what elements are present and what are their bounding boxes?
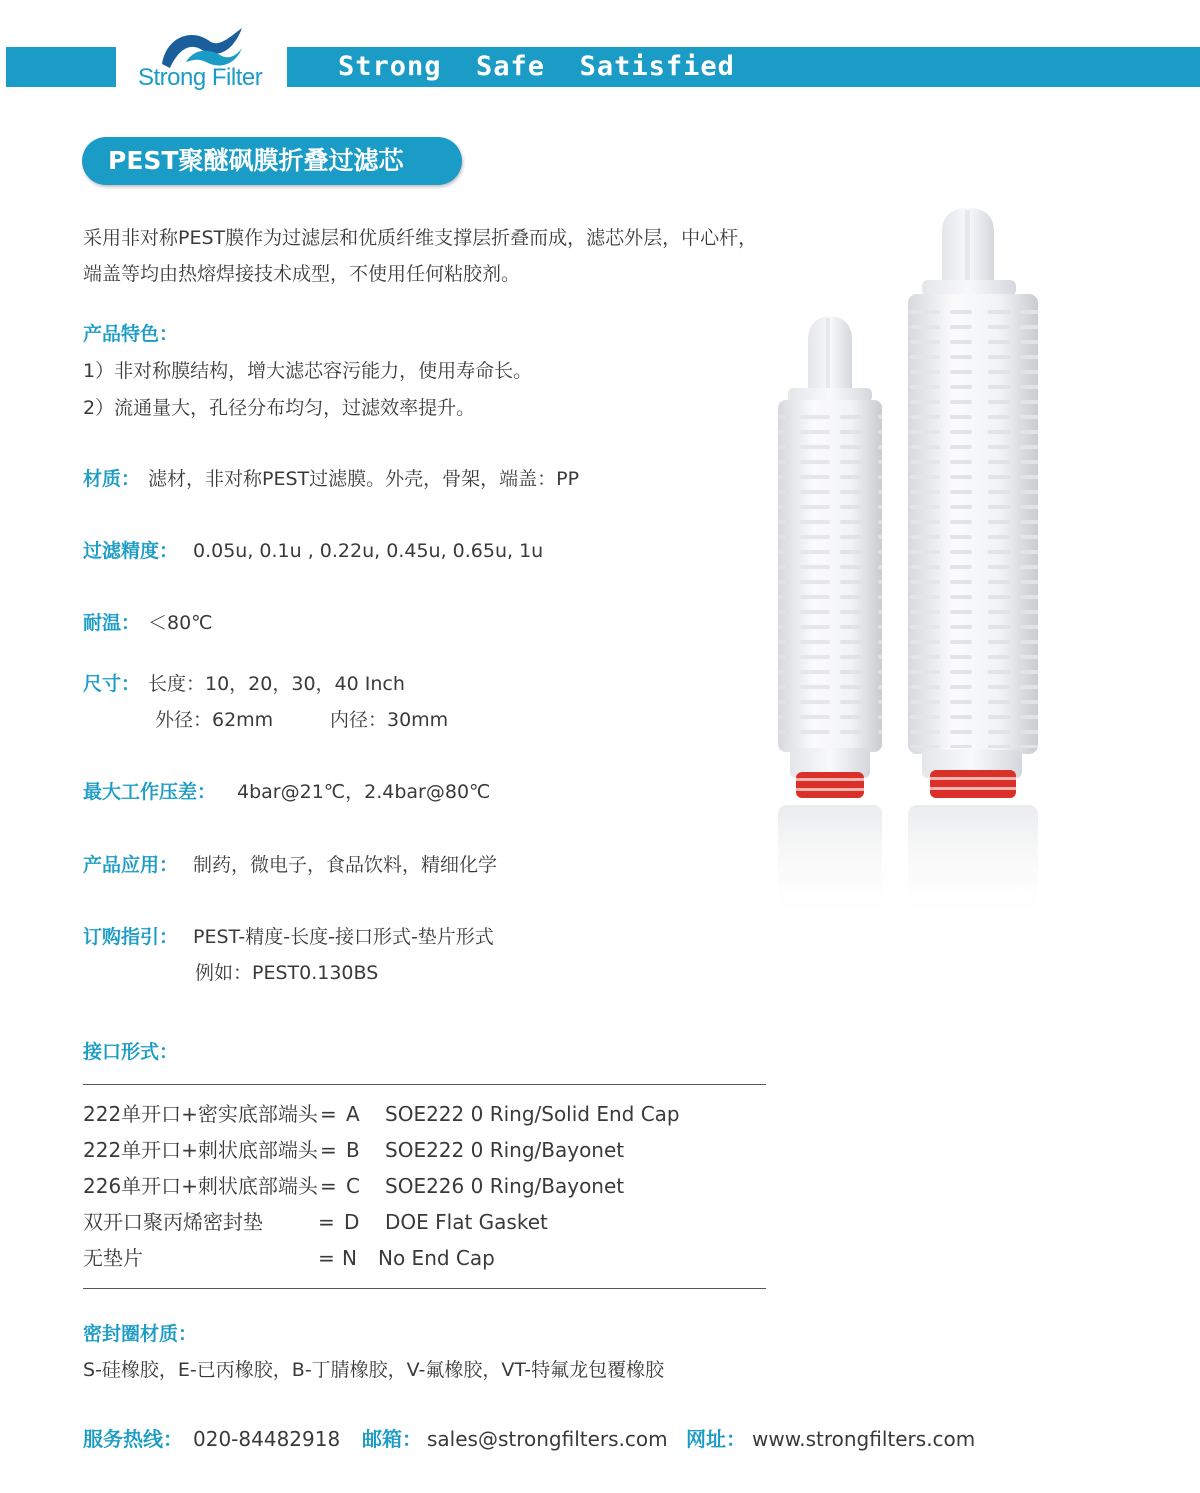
- interface-row-b-eq: =: [320, 1138, 337, 1162]
- size-inner-diameter: 内径：30mm: [330, 709, 449, 731]
- page-title: PEST聚醚砜膜折叠过滤芯: [108, 146, 404, 175]
- interface-row-n-eq: =: [318, 1246, 335, 1270]
- interface-row-n-code: N: [342, 1246, 357, 1270]
- feature-item-2: 2）流通量大，孔径分布均匀，过滤效率提升。: [83, 397, 476, 419]
- hotline-label: 服务热线：: [83, 1427, 183, 1451]
- table-bottom-rule: [83, 1288, 766, 1289]
- intro-line-1: 采用非对称PEST膜作为过滤层和优质纤维支撑层折叠而成，滤芯外层，中心杆，: [83, 227, 758, 249]
- ordering-example: 例如：PEST0.130BS: [195, 962, 379, 984]
- temperature-label: 耐温：: [83, 612, 141, 634]
- seal-label: 密封圈材质：: [83, 1323, 198, 1345]
- interface-label: 接口形式：: [83, 1041, 179, 1063]
- application-value: 制药，微电子，食品饮料，精细化学: [193, 854, 498, 876]
- interface-row-d-desc: DOE Flat Gasket: [385, 1210, 548, 1234]
- interface-row-n-cn: 无垫片: [83, 1246, 143, 1270]
- size-label: 尺寸：: [83, 673, 141, 695]
- interface-row-a-desc: SOE222 0 Ring/Solid End Cap: [385, 1102, 680, 1126]
- precision-value: 0.05u, 0.1u , 0.22u, 0.45u, 0.65u, 1u: [193, 540, 544, 562]
- precision-label: 过滤精度：: [83, 540, 179, 562]
- size-length: 长度：10，20，30，40 Inch: [148, 673, 405, 695]
- material-value: 滤材，非对称PEST过滤膜。外壳，骨架，端盖：PP: [148, 468, 580, 490]
- interface-row-d-eq: =: [318, 1210, 335, 1234]
- email-label: 邮箱：: [362, 1427, 422, 1451]
- interface-row-c-eq: =: [320, 1174, 337, 1198]
- interface-row-b-cn: 222单开口+刺状底部端头: [83, 1138, 318, 1162]
- pressure-value: 4bar@21℃，2.4bar@80℃: [237, 781, 491, 803]
- slogan: Strong Safe Satisfied: [338, 51, 735, 82]
- interface-row-b-desc: SOE222 0 Ring/Bayonet: [385, 1138, 625, 1162]
- filter-cartridge-image: [760, 200, 1060, 940]
- interface-row-a-code: A: [346, 1102, 360, 1126]
- interface-row-d-code: D: [344, 1210, 360, 1234]
- header-band-left: [6, 47, 116, 87]
- interface-row-c-code: C: [346, 1174, 360, 1198]
- email-link[interactable]: sales@strongfilters.com: [427, 1427, 668, 1451]
- interface-row-c-cn: 226单开口+刺状底部端头: [83, 1174, 318, 1198]
- logo-text: Strong Filter: [138, 64, 263, 91]
- feature-item-1: 1）非对称膜结构，增大滤芯容污能力，使用寿命长。: [83, 360, 533, 382]
- website-link[interactable]: www.strongfilters.com: [752, 1427, 976, 1451]
- interface-row-d-cn: 双开口聚丙烯密封垫: [83, 1210, 263, 1234]
- table-top-rule: [83, 1084, 766, 1085]
- hotline-value: 020-84482918: [193, 1427, 341, 1451]
- intro-line-2: 端盖等均由热熔焊接技术成型，不使用任何粘胶剂。: [83, 263, 521, 285]
- website-label: 网址：: [686, 1427, 746, 1451]
- material-label: 材质：: [83, 468, 141, 490]
- interface-row-b-code: B: [346, 1138, 360, 1162]
- temperature-value: ＜80℃: [148, 612, 213, 634]
- ordering-label: 订购指引：: [83, 926, 179, 948]
- interface-row-n-desc: No End Cap: [378, 1246, 495, 1270]
- interface-row-c-desc: SOE226 0 Ring/Bayonet: [385, 1174, 625, 1198]
- pressure-label: 最大工作压差：: [83, 781, 217, 803]
- interface-row-a-eq: =: [320, 1102, 337, 1126]
- application-label: 产品应用：: [83, 854, 179, 876]
- seal-value: S-硅橡胶，E-已丙橡胶，B-丁腈橡胶，V-氟橡胶，VT-特氟龙包覆橡胶: [83, 1359, 665, 1381]
- features-label: 产品特色：: [83, 323, 179, 345]
- ordering-format: PEST-精度-长度-接口形式-垫片形式: [193, 926, 494, 948]
- interface-row-a-cn: 222单开口+密实底部端头: [83, 1102, 318, 1126]
- size-outer-diameter: 外径：62mm: [155, 709, 274, 731]
